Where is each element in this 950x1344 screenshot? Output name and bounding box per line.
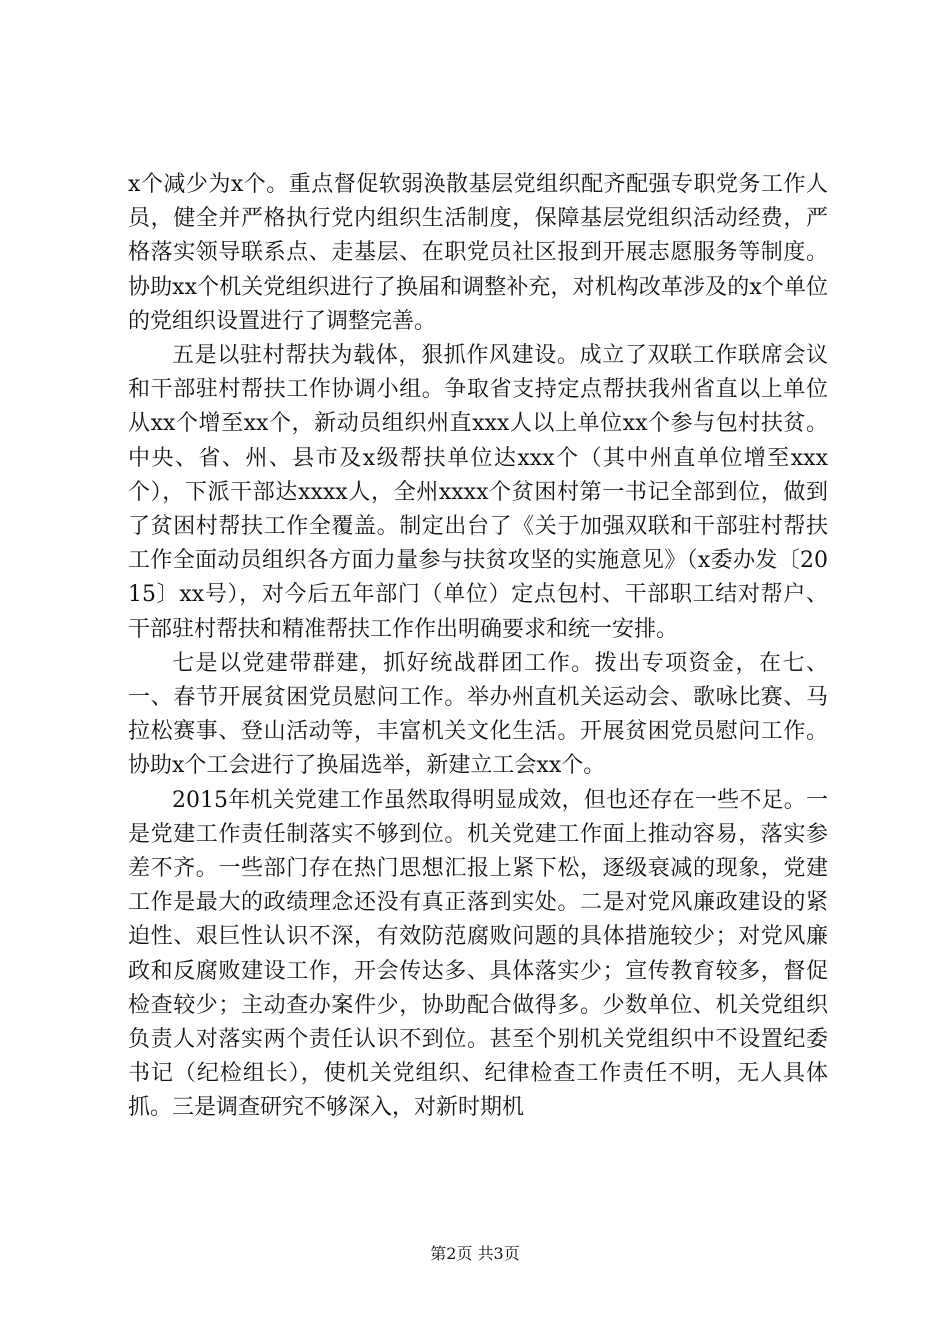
page-number-footer: 第2页 共3页 bbox=[430, 1244, 520, 1263]
paragraph-section-seven: 七是以党建带群建，抓好统战群团工作。拨出专项资金，在七、一、春节开展贫困党员慰问工作。举办州直机关运动会、歌咏比赛、马拉松赛事、登山活动等，丰富机关文化生活。开展贫困党员慰问工作。协助x个工会进行了换届选举，新建立工会xx个。 bbox=[128, 650, 828, 779]
paragraph-shortcomings: 2015年机关党建工作虽然取得明显成效，但也还存在一些不足。一是党建工作责任制落实不够到位。机关党建工作面上推动容易，落实参差不齐。一些部门存在热门思想汇报上紧下松，逐级衰减的现象，党建工作是最大的政绩理念还没有真正落到实处。二是对党风廉政建设的紧迫性、艰巨性认识不深，有效防范腐败问题的具体措施较少；对党风廉政和反腐败建设工作，开会传达多、具体落实少；宣传教育较多，督促检查较少；主动查办案件少，协助配合做得多。少数单位、机关党组织负责人对落实两个责任认识不到位。甚至个别机关党组织中不设置纪委书记（纪检组长），使机关党组织、纪律检查工作责任不明，无人具体抓。三是调查研究不够深入，对新时期机 bbox=[128, 787, 828, 1121]
document-body bbox=[128, 168, 828, 1126]
paragraph-section-five: 五是以驻村帮扶为载体，狠抓作风建设。成立了双联工作联席会议和干部驻村帮扶工作协调小组。争取省支持定点帮扶我州省直以上单位从xx个增至xx个，新动员组织州直xxx人以上单位xx个参与包村扶贫。中央、省、州、县市及x级帮扶单位达xxx个（其中州直单位增至xxx个），下派干部达xxxx人，全州xxxx个贫困村第一书记全部到位，做到了贫困村帮扶工作全覆盖。制定出台了《关于加强双联和干部驻村帮扶工作全面动员组织各方面力量参与扶贫攻坚的实施意见》（x委办发〔2015〕xx号），对今后五年部门（单位）定点包村、干部职工结对帮户、干部驻村帮扶和精准帮扶工作作出明确要求和统一安排。 bbox=[128, 343, 828, 642]
paragraph-continued: x个减少为x个。重点督促软弱涣散基层党组织配齐配强专职党务工作人员，健全并严格执行党内组织生活制度，保障基层党组织活动经费，严格落实领导联系点、走基层、在职党员社区报到开展志愿服务等制度。协助xx个机关党组织进行了换届和调整补充，对机构改革涉及的x个单位的党组织设置进行了调整完善。 bbox=[128, 172, 828, 334]
